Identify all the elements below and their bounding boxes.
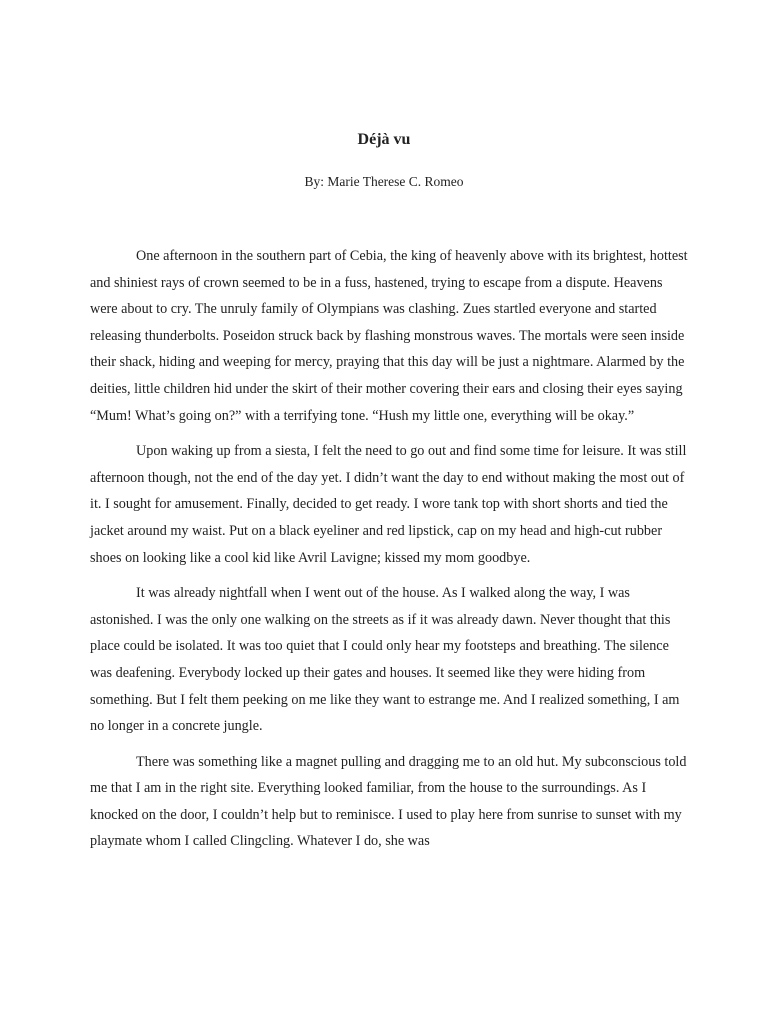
document-title: Déjà vu bbox=[357, 131, 411, 148]
paragraph: It was already nightfall when I went out of the house. As I walked along the way, I was astonished. I was the only one walking on the streets as if it was already dawn. Never thought that this place could be isolated. It was too quiet that I could only hear my footsteps and breathing. The silence was deafening. Everybody locked up their gates and houses. It seemed like they were hiding from something. But I felt them peeking on me like they want to estrange me. And I realized something, I am no longer in a concrete jungle. bbox=[90, 585, 680, 735]
paragraph: There was something like a magnet pulling and dragging me to an old hut. My subconscious told me that I am in the right site. Everything looked familiar, from the house to the surroundings. As I knocked on the door, I couldn’t help but to reminisce. I used to play here from sunrise to sunset with my playmate whom I called Clingcling. Whatever I do, she was bbox=[90, 753, 687, 850]
author-byline: By: Marie Therese C. Romeo bbox=[304, 174, 464, 189]
paragraph: One afternoon in the southern part of Cebia, the king of heavenly above with its brightest, hottest and shiniest rays of crown seemed to be in a fuss, hastened, trying to escape from a dispute. Heavens were about to cry. The unruly family of Olympians was clashing. Zues startled everyone and started releasing thunderbolts. Poseidon struck back by flashing monstrous waves. The mortals were seen inside their shack, hiding and weeping for mercy, praying that this day will be just a nightmare. Alarmed by the deities, little children hid under the skirt of their mother covering their ears and closing their eyes saying “Mum! What’s going on?” with a terrifying tone. “Hush my little one, everything will be okay.” bbox=[90, 248, 688, 424]
paragraph: Upon waking up from a siesta, I felt the need to go out and find some time for leisure. It was still afternoon though, not the end of the day yet. I didn’t want the day to end without making the most out of it. I sought for amusement. Finally, decided to get ready. I wore tank top with short shorts and tied the jacket around my waist. Put on a black eyeliner and red lipstick, cap on my head and high-cut rubber shoes on looking like a cool kid like Avril Lavigne; kissed my mom goodbye. bbox=[90, 443, 687, 566]
document-body bbox=[90, 243, 690, 864]
